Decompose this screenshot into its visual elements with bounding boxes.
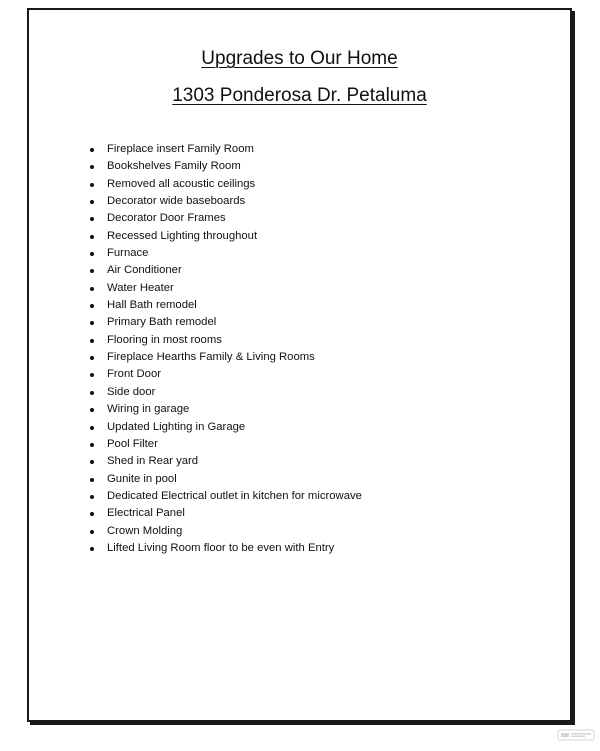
list-item	[86, 176, 362, 193]
bullet-dot-icon	[90, 373, 94, 377]
list-item-text: Water Heater	[107, 281, 174, 294]
list-item	[86, 523, 362, 540]
list-item	[86, 384, 362, 401]
bullet-dot-icon	[90, 252, 94, 256]
list-item-text: Updated Lighting in Garage	[107, 420, 246, 433]
list-item	[86, 419, 362, 436]
list-item	[86, 158, 362, 175]
list-item-text: Gunite in pool	[107, 472, 177, 485]
list-item	[86, 401, 362, 418]
list-item-text: Removed all acoustic ceilings	[107, 177, 256, 190]
bullet-dot-icon	[90, 269, 94, 273]
list-item	[86, 193, 362, 210]
list-item	[86, 505, 362, 522]
list-item-text: Hall Bath remodel	[107, 299, 197, 312]
list-item-text: Fireplace insert Family Room	[107, 143, 254, 155]
list-item-text: Electrical Panel	[107, 507, 185, 520]
list-item-text: Dedicated Electrical outlet in kitchen for microwave	[107, 489, 362, 502]
bullet-dot-icon	[90, 478, 94, 482]
list-item-text: Lifted Living Room floor to be even with Entry	[107, 541, 335, 554]
list-item	[86, 228, 362, 245]
list-item-text: Decorator wide baseboards	[107, 195, 246, 208]
list-item-text: Shed in Rear yard	[107, 455, 199, 468]
list-item-text: Recessed Lighting throughout	[107, 229, 258, 242]
bullet-dot-icon	[90, 443, 94, 447]
bullet-dot-icon	[90, 495, 94, 499]
bullet-dot-icon	[90, 512, 94, 516]
list-item-text: Air Conditioner	[107, 264, 182, 277]
bullet-dot-icon	[90, 235, 94, 239]
list-item-text: Wiring in garage	[107, 403, 190, 416]
bullet-dot-icon	[90, 217, 94, 221]
bullet-dot-icon	[90, 339, 94, 343]
bullet-dot-icon	[90, 200, 94, 204]
bullet-dot-icon	[90, 356, 94, 360]
list-item-text: Bookshelves Family Room	[107, 160, 241, 173]
bullet-dot-icon	[90, 148, 94, 152]
list-item	[86, 332, 362, 349]
list-item-text: Front Door	[107, 368, 161, 381]
list-item	[86, 366, 362, 383]
document-page	[27, 8, 572, 722]
bullet-dot-icon	[90, 391, 94, 395]
list-item-text: Primary Bath remodel	[107, 316, 217, 329]
list-item	[86, 349, 362, 366]
upgrade-list	[86, 141, 362, 557]
page-title: Upgrades to Our Home	[201, 48, 398, 69]
list-item	[86, 297, 362, 314]
list-item-text: Fireplace Hearths Family & Living Rooms	[107, 351, 315, 364]
list-item-text: Flooring in most rooms	[107, 333, 222, 346]
list-item	[86, 245, 362, 262]
list-item	[86, 314, 362, 331]
watermark-logo-icon	[557, 727, 595, 743]
list-item-text: Furnace	[107, 247, 149, 260]
bullet-dot-icon	[90, 426, 94, 430]
bullet-dot-icon	[90, 321, 94, 325]
list-item	[86, 141, 362, 158]
list-item-text: Decorator Door Frames	[107, 212, 226, 225]
list-item	[86, 436, 362, 453]
list-item	[86, 210, 362, 227]
list-item	[86, 280, 362, 297]
list-item	[86, 471, 362, 488]
property-address: 1303 Ponderosa Dr. Petaluma	[172, 85, 427, 106]
list-item	[86, 540, 362, 557]
bullet-dot-icon	[90, 408, 94, 412]
bullet-dot-icon	[90, 530, 94, 534]
list-item-text: Side door	[107, 385, 156, 398]
bullet-dot-icon	[90, 165, 94, 169]
list-item-text: Crown Molding	[107, 524, 183, 537]
bullet-dot-icon	[90, 287, 94, 291]
list-item	[86, 488, 362, 505]
bullet-dot-icon	[90, 460, 94, 464]
bullet-dot-icon	[90, 547, 94, 551]
bullet-dot-icon	[90, 304, 94, 308]
list-item	[86, 262, 362, 279]
list-item	[86, 453, 362, 470]
bullet-dot-icon	[90, 183, 94, 187]
list-item-text: Pool Filter	[107, 437, 158, 450]
